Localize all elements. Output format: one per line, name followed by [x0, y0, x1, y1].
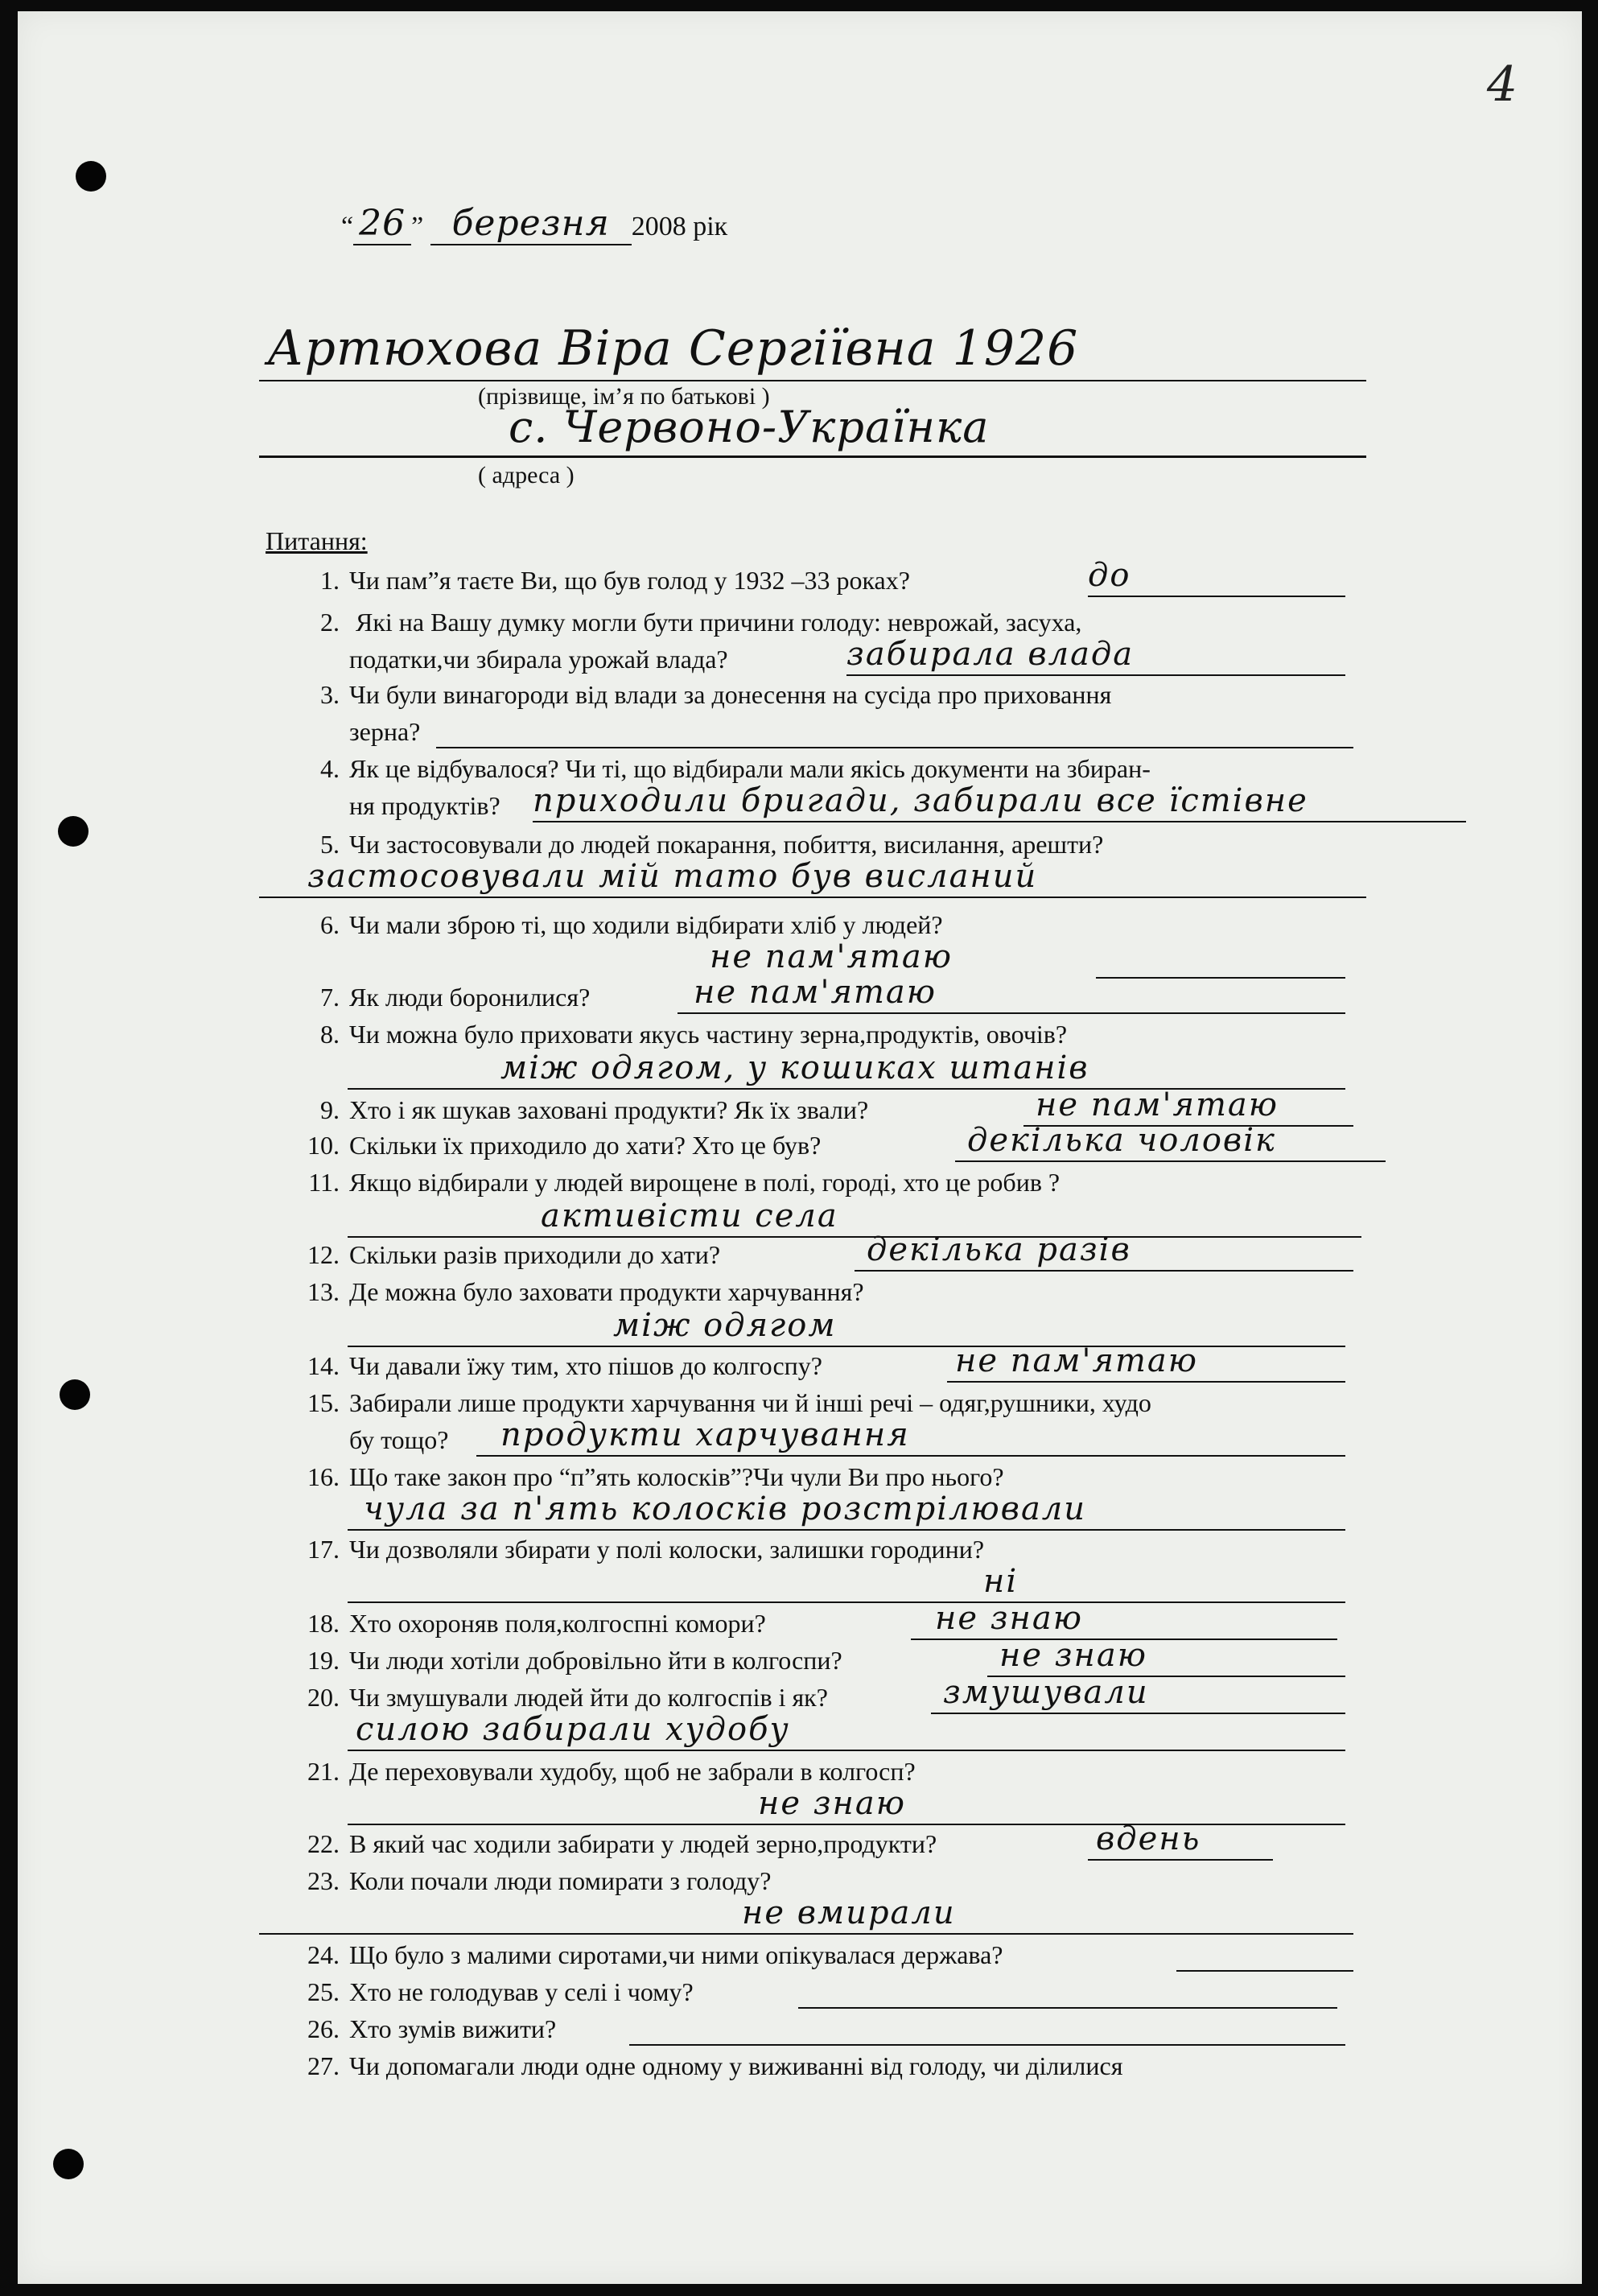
question-text: Хто зумів вижити? — [349, 2014, 557, 2043]
date-day: 26 — [359, 203, 406, 244]
question-text: Хто і як шукав заховані продукти? Як їх звали? — [349, 1095, 869, 1124]
respondent-name-field — [259, 315, 1366, 381]
question-10-text — [291, 1127, 821, 1164]
date-month: березня — [451, 203, 610, 244]
question-21-handwritten-answer: не знаю — [758, 1785, 906, 1822]
answer-underline — [629, 2044, 1345, 2046]
question-9-handwritten-answer: не пам'ятаю — [1036, 1086, 1279, 1123]
question-text: В який час ходили забирати у людей зерно,продукти? — [349, 1829, 937, 1858]
answer-underline — [348, 1750, 1345, 1751]
punch-hole-1 — [76, 161, 106, 192]
question-number: 1. — [320, 566, 340, 595]
question-number: 15. — [307, 1388, 340, 1417]
question-17-text — [291, 1531, 984, 1568]
question-22-text — [291, 1825, 937, 1862]
answer-underline — [436, 747, 1353, 748]
question-number: 9. — [320, 1095, 340, 1124]
answer-underline — [798, 2007, 1337, 2009]
question-11-text — [291, 1164, 1060, 1201]
question-text: Скільки їх приходило до хати? Хто це був? — [349, 1131, 822, 1160]
answer-underline — [259, 897, 1366, 898]
page-number: 4 — [1486, 56, 1518, 113]
question-13-handwritten-answer: між одягом — [613, 1307, 837, 1344]
question-number: 10. — [307, 1131, 340, 1160]
respondent-name: Артюхова Віра Сергіївна 1926 — [267, 320, 1079, 377]
question-22-handwritten-answer: вдень — [1096, 1820, 1201, 1857]
question-number: 21. — [307, 1757, 340, 1786]
question-26-text — [291, 2010, 556, 2047]
question-text: Де можна було заховати продукти харчування? — [349, 1277, 864, 1306]
answer-underline — [947, 1381, 1345, 1383]
answer-underline — [259, 1933, 1353, 1935]
name-caption: (прізвище, ім’я по батькові ) — [478, 383, 770, 410]
question-number: 23. — [307, 1866, 340, 1895]
question-16-handwritten-answer: чула за п'ять колосків розстрілювали — [364, 1490, 1087, 1527]
question-7-text — [291, 979, 590, 1016]
question-number: 25. — [307, 1977, 340, 2006]
question-number: 24. — [307, 1940, 340, 1969]
question-1-text — [291, 562, 910, 599]
question-14-handwritten-answer: не пам'ятаю — [955, 1342, 1198, 1379]
question-text: Чи допомагали люди одне одному у виживанні від голоду, чи ділилися — [349, 2051, 1123, 2080]
question-number: 11. — [308, 1168, 340, 1197]
question-9-text — [291, 1091, 868, 1128]
answer-underline — [955, 1160, 1386, 1162]
answer-underline — [533, 821, 1466, 822]
respondent-address: с. Червоно-Українка — [509, 402, 990, 452]
date-year: 2008 рік — [631, 212, 728, 241]
question-number: 19. — [307, 1646, 340, 1675]
question-text: Скільки разів приходили до хати? — [349, 1240, 721, 1269]
question-text: Хто охороняв поля,колгоспні комори? — [349, 1609, 766, 1638]
question-text: Чи дозволяли збирати у полі колоски, залишки городини? — [349, 1535, 985, 1564]
question-number: 16. — [307, 1462, 340, 1491]
answer-underline — [678, 1012, 1345, 1014]
question-text: Де переховували худобу, щоб не забрали в колгосп? — [349, 1757, 916, 1786]
question-1-handwritten-answer: до — [1088, 557, 1131, 594]
question-text: Що було з малими сиротами,чи ними опікувалася держава? — [349, 1940, 1003, 1969]
question-text: Якщо відбирали у людей вирощене в полі, городі, хто це робив ? — [349, 1168, 1061, 1197]
punch-hole-3 — [60, 1379, 90, 1410]
question-number: 5. — [320, 830, 340, 859]
question-number: 2. — [320, 608, 340, 637]
question-10-handwritten-answer: декілька чоловік — [967, 1122, 1276, 1159]
answer-underline — [1088, 596, 1345, 597]
question-2-handwritten-answer: забирала влада — [846, 636, 1135, 673]
question-number: 14. — [307, 1351, 340, 1380]
question-number: 3. — [320, 680, 340, 709]
question-text: Як люди боронилися? — [349, 983, 591, 1012]
question-23-text — [291, 1862, 772, 1899]
question-7-handwritten-answer: не пам'ятаю — [694, 974, 937, 1011]
question-15-handwritten-answer: продукти харчування — [500, 1416, 910, 1453]
question-text: Чи можна було приховати якусь частину зерна,продуктів, овочів? — [349, 1020, 1068, 1049]
question-6-handwritten-answer: не пам'ятаю — [710, 938, 953, 975]
question-text: Які на Вашу думку могли бути причини голоду: неврожай, засуха, — [349, 608, 1082, 637]
question-8-handwritten-answer: між одягом, у кошиках штанів — [500, 1049, 1089, 1086]
questions-heading: Питання: — [266, 526, 368, 555]
date-open-quote: “ — [341, 212, 354, 241]
question-13-text — [291, 1273, 864, 1310]
question-25-text — [291, 1973, 694, 2010]
address-caption: ( адреса ) — [478, 462, 575, 488]
question-number: 6. — [320, 910, 340, 939]
question-number: 22. — [307, 1829, 340, 1858]
question-text: Чи пам”я таєте Ви, що був голод у 1932 –33 роках? — [349, 566, 910, 595]
question-text: Чи змушували людей йти до колгоспів і як? — [349, 1683, 828, 1712]
answer-underline — [1088, 1859, 1273, 1861]
question-number: 27. — [307, 2051, 340, 2080]
question-2-text-cont: податки,чи збирала урожай влада? — [349, 645, 728, 674]
question-19-handwritten-answer: не знаю — [999, 1637, 1147, 1674]
question-number: 12. — [307, 1240, 340, 1269]
question-27-text — [291, 2047, 1122, 2084]
question-5-handwritten-answer: застосовували мій тато був висланий — [307, 858, 1038, 895]
question-number: 20. — [307, 1683, 340, 1712]
answer-underline — [348, 1601, 1345, 1603]
question-text: Чи були винагороди від влади за донесення на сусіда про приховання — [349, 680, 1112, 709]
question-number: 7. — [320, 983, 340, 1012]
question-24-text — [291, 1936, 1003, 1973]
answer-underline — [476, 1455, 1345, 1457]
question-text: Як це відбувалося? Чи ті, що відбирали мали якісь документи на збиран- — [349, 754, 1151, 783]
question-number: 13. — [307, 1277, 340, 1306]
question-3-text-cont: зерна? — [349, 717, 421, 746]
question-3-text — [291, 676, 1111, 713]
question-number: 17. — [307, 1535, 340, 1564]
question-text: Чи мали зброю ті, що ходили відбирати хліб у людей? — [349, 910, 943, 939]
question-8-text — [291, 1016, 1067, 1053]
question-text: Чи застосовували до людей покарання, побиття, висилання, арешти? — [349, 830, 1104, 859]
question-23-handwritten-answer: не вмирали — [742, 1894, 956, 1931]
question-14-text — [291, 1347, 822, 1384]
questionnaire-sheet — [18, 11, 1582, 2284]
question-number: 8. — [320, 1020, 340, 1049]
punch-hole-4 — [53, 2149, 84, 2179]
punch-hole-2 — [58, 816, 89, 847]
question-text: Що таке закон про “п”ять колосків”?Чи чули Ви про нього? — [349, 1462, 1004, 1491]
answer-underline — [1176, 1970, 1353, 1972]
answer-underline — [855, 1270, 1353, 1272]
question-18-handwritten-answer: не знаю — [935, 1600, 1083, 1637]
question-text: Хто не голодував у селі і чому? — [349, 1977, 694, 2006]
question-number: 18. — [307, 1609, 340, 1638]
answer-underline — [1096, 977, 1345, 979]
question-number: 26. — [307, 2014, 340, 2043]
question-text: Чи давали їжу тим, хто пішов до колгоспу? — [349, 1351, 822, 1380]
respondent-address-field — [259, 402, 1366, 458]
answer-underline — [931, 1713, 1345, 1714]
question-17-handwritten-answer: ні — [983, 1563, 1019, 1600]
question-20-handwritten-answer: змушували — [943, 1674, 1149, 1711]
question-number: 4. — [320, 754, 340, 783]
question-12-handwritten-answer: декілька разів — [867, 1231, 1131, 1268]
question-20-handwritten-answer: силою забирали худобу — [356, 1711, 790, 1748]
question-text: Коли почали люди помирати з голоду? — [349, 1866, 772, 1895]
date-close-quote: ” — [411, 212, 424, 241]
date-line — [341, 203, 727, 245]
question-text: Чи люди хотіли добровільно йти в колгоспи? — [349, 1646, 842, 1675]
question-15-text-cont: бу тощо? — [349, 1425, 449, 1454]
question-18-text — [291, 1605, 766, 1642]
question-11-handwritten-answer: активісти села — [541, 1197, 838, 1235]
question-4-text-cont: ня продуктів? — [349, 791, 500, 820]
question-4-handwritten-answer: приходили бригади, забирали все їстівне — [533, 782, 1308, 819]
question-12-text — [291, 1236, 720, 1273]
question-19-text — [291, 1642, 842, 1679]
question-text: Забирали лише продукти харчування чи й інші речі – одяг,рушники, худо — [349, 1388, 1151, 1417]
